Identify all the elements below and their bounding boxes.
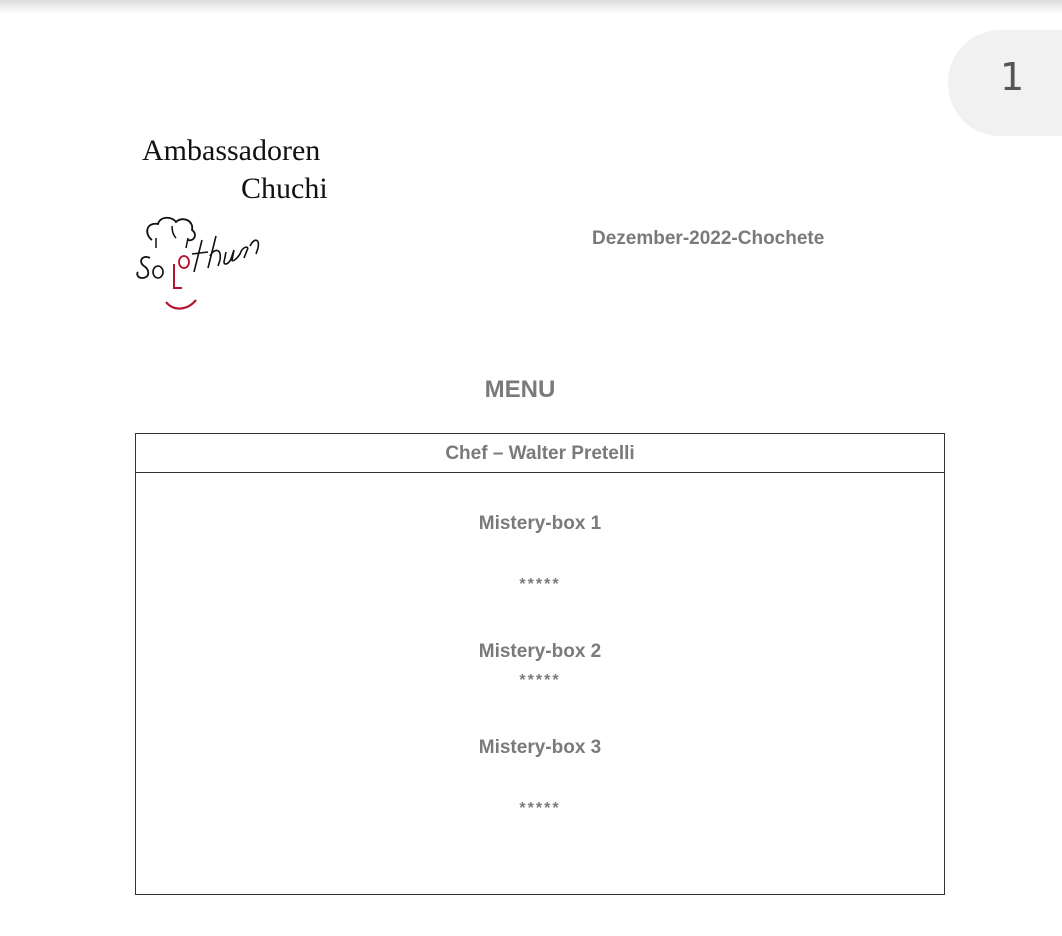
course-separator: ***** xyxy=(519,800,561,817)
solothurn-chef-logo xyxy=(136,212,286,324)
viewer-top-shadow xyxy=(0,0,1062,14)
menu-title: MENU xyxy=(484,376,556,403)
page-number: 1 xyxy=(1000,55,1025,99)
chef-name: Chef – Walter Pretelli xyxy=(445,443,635,464)
menu-table xyxy=(135,433,945,895)
course-separator: ***** xyxy=(519,576,561,593)
course-separator: ***** xyxy=(519,672,561,689)
logo xyxy=(136,134,366,324)
date-label: Dezember-2022-Chochete xyxy=(592,228,825,249)
course-item: Mistery-box 3 xyxy=(478,737,602,758)
logo-title-line2: Chuchi xyxy=(241,172,328,205)
chef-row xyxy=(136,434,944,473)
logo-title-line1: Ambassadoren xyxy=(142,134,321,167)
course-item: Mistery-box 2 xyxy=(478,641,602,662)
course-item: Mistery-box 1 xyxy=(478,513,602,534)
